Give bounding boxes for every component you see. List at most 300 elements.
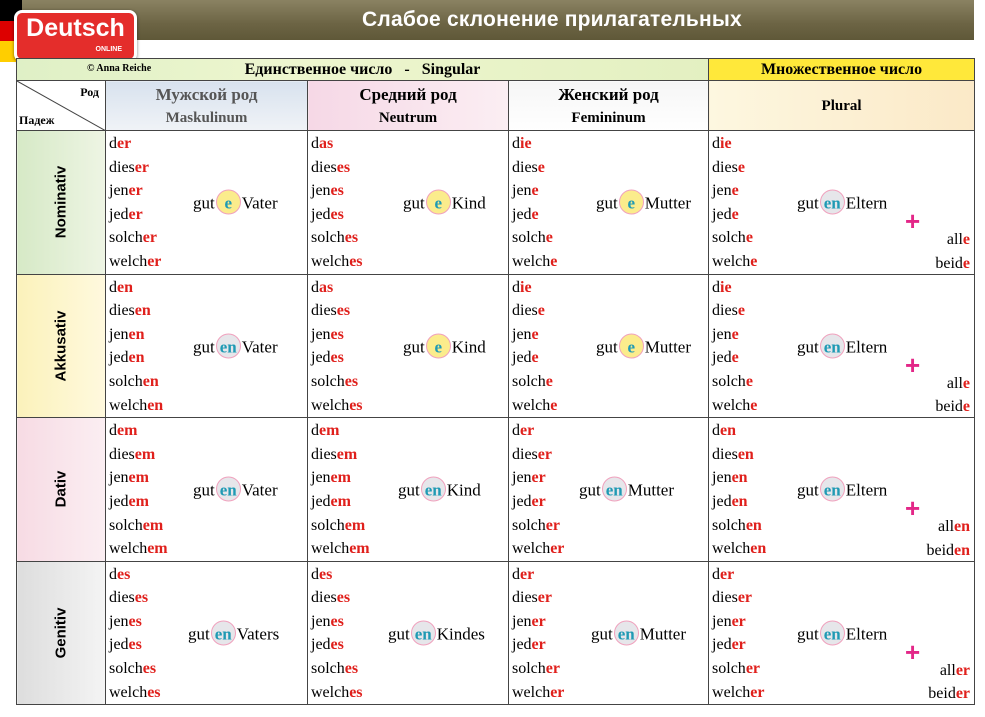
article-word xyxy=(311,276,508,300)
adjective-noun-phrase xyxy=(403,190,486,215)
word-ending: e xyxy=(962,254,971,272)
word-stem: beid xyxy=(935,254,963,272)
adjective-noun-phrase xyxy=(797,190,887,215)
article-word xyxy=(109,156,307,180)
word-stem: dies xyxy=(512,302,538,320)
extra-determiners xyxy=(935,228,970,275)
word-ending: es xyxy=(330,349,344,367)
word-ending: er xyxy=(745,660,761,678)
word-stem: welch xyxy=(109,540,148,558)
ending-bubble: e xyxy=(426,333,451,358)
adjective-stem: gut xyxy=(193,480,215,500)
article-word xyxy=(109,276,307,300)
word-stem: d xyxy=(712,565,721,583)
word-stem: jen xyxy=(712,469,732,487)
word-stem: welch xyxy=(109,252,148,270)
article-word xyxy=(512,250,708,274)
gender-ru: Мужской род xyxy=(155,84,258,104)
word-stem: jen xyxy=(512,469,532,487)
word-ending: es xyxy=(128,636,142,654)
article-word xyxy=(109,514,307,538)
word-ending: e xyxy=(737,302,745,320)
page-title: Слабое склонение прилагательных xyxy=(362,8,742,31)
declension-cell xyxy=(709,131,975,275)
ending-bubble: en xyxy=(820,620,845,645)
word-stem: welch xyxy=(512,396,551,414)
article-word xyxy=(109,657,307,681)
case-row-nominativ xyxy=(17,131,975,275)
extra-word xyxy=(926,539,970,563)
word-stem: jed xyxy=(311,349,331,367)
word-stem: jen xyxy=(512,325,532,343)
word-ending: es xyxy=(330,325,344,343)
extra-word xyxy=(928,682,970,706)
article-word xyxy=(109,250,307,274)
word-ending: ie xyxy=(720,135,732,152)
word-stem: solch xyxy=(512,229,546,247)
corner-diagonal-cell xyxy=(17,81,106,131)
word-ending: e xyxy=(545,229,553,247)
word-stem: jen xyxy=(311,612,331,630)
adjective-noun-phrase xyxy=(797,620,887,645)
word-ending: er xyxy=(142,229,157,247)
article-word xyxy=(109,419,307,443)
word-ending: es xyxy=(349,252,363,270)
case-label: Dativ xyxy=(52,471,70,508)
article-word xyxy=(109,681,307,705)
adjective-stem: gut xyxy=(797,193,819,213)
article-word xyxy=(512,226,708,250)
adjective-stem: gut xyxy=(797,480,819,500)
extra-word xyxy=(928,659,970,683)
article-word xyxy=(109,443,307,467)
ending-bubble: en xyxy=(211,620,236,645)
article-word xyxy=(512,132,708,156)
article-word xyxy=(109,563,307,587)
word-stem: dies xyxy=(512,589,538,607)
extra-determiners xyxy=(935,372,970,419)
article-word xyxy=(712,563,974,587)
adjective-stem: gut xyxy=(403,193,425,213)
case-label-cell xyxy=(17,274,106,418)
word-stem: jed xyxy=(311,205,331,223)
word-ending: er xyxy=(520,422,535,440)
word-ending: e xyxy=(731,182,739,200)
word-stem: welch xyxy=(512,540,551,558)
ending-bubble: en xyxy=(820,333,845,358)
word-stem: solch xyxy=(311,516,345,534)
word-ending: er xyxy=(147,252,162,270)
word-stem: jen xyxy=(109,469,129,487)
word-ending: e xyxy=(550,396,558,414)
word-stem: jed xyxy=(512,636,532,654)
word-ending: e xyxy=(962,231,971,248)
article-word xyxy=(311,586,508,610)
word-ending: es xyxy=(336,589,351,607)
gender-ru: Средний род xyxy=(359,84,457,104)
word-ending: er xyxy=(750,683,765,701)
word-ending: en xyxy=(128,325,145,343)
word-ending: es xyxy=(330,612,344,630)
declension-cell xyxy=(106,274,308,418)
word-ending: er xyxy=(531,636,546,654)
word-stem: d xyxy=(109,135,117,152)
word-stem: d xyxy=(512,422,520,440)
word-ending: er xyxy=(531,469,546,487)
word-ending: er xyxy=(545,660,560,678)
word-stem: jed xyxy=(712,492,732,510)
word-ending: er xyxy=(537,589,552,607)
copyright: © Anna Reiche xyxy=(87,63,152,74)
word-stem: solch xyxy=(512,516,546,534)
noun: Kind xyxy=(451,193,486,213)
word-ending: er xyxy=(731,636,746,654)
adjective-noun-phrase xyxy=(579,477,674,502)
adjective-noun-phrase xyxy=(403,333,486,358)
article-word xyxy=(311,563,508,587)
article-word xyxy=(512,299,708,323)
word-ending: e xyxy=(737,158,745,176)
noun: Vater xyxy=(241,480,278,500)
word-ending: em xyxy=(128,469,149,487)
word-stem: beid xyxy=(928,685,956,703)
plural-header-ru: Множественное число xyxy=(709,59,975,81)
adjective-noun-phrase xyxy=(193,477,278,502)
adjective-stem: gut xyxy=(596,193,618,213)
word-ending: e xyxy=(745,372,753,390)
word-ending: ie xyxy=(520,278,532,296)
extra-word xyxy=(935,252,970,276)
gender-axis-label: Род xyxy=(80,85,99,99)
plural-header-la xyxy=(709,81,975,131)
word-stem: jed xyxy=(109,492,129,510)
noun: Eltern xyxy=(845,193,888,213)
word-ending: er xyxy=(117,135,132,152)
word-stem: d xyxy=(109,278,117,296)
word-ending: es xyxy=(319,565,333,583)
gender-la: Neutrum xyxy=(378,109,438,126)
article-word xyxy=(311,681,508,705)
declension-cell xyxy=(308,131,509,275)
word-ending: en xyxy=(147,396,164,414)
word-ending: en xyxy=(954,541,971,559)
adjective-stem: gut xyxy=(579,480,601,500)
word-stem: jen xyxy=(512,182,532,200)
word-ending: e xyxy=(545,372,553,390)
article-word xyxy=(512,276,708,300)
declension-cell xyxy=(308,418,509,562)
article-word xyxy=(311,514,508,538)
word-stem: solch xyxy=(512,372,546,390)
word-ending: en xyxy=(750,540,767,558)
ending-bubble: en xyxy=(820,477,845,502)
adjective-noun-phrase xyxy=(797,477,887,502)
adjective-stem: gut xyxy=(403,337,425,357)
title-bar xyxy=(0,0,974,40)
article-word xyxy=(712,419,974,443)
noun: Kindes xyxy=(436,624,485,644)
case-label-cell xyxy=(17,561,106,705)
extra-word xyxy=(935,395,970,419)
noun: Vater xyxy=(241,337,278,357)
gender-header-neuter xyxy=(308,81,509,131)
article-word xyxy=(109,299,307,323)
word-ending: er xyxy=(550,540,565,558)
article-word xyxy=(712,443,974,467)
word-stem: jed xyxy=(512,205,532,223)
word-stem: dies xyxy=(311,445,337,463)
adjective-stem: gut xyxy=(398,480,420,500)
word-stem: jen xyxy=(712,182,732,200)
adjective-noun-phrase xyxy=(591,620,686,645)
case-label-cell xyxy=(17,418,106,562)
ending-bubble: e xyxy=(426,190,451,215)
word-ending: en xyxy=(720,422,737,440)
word-stem: dies xyxy=(712,589,738,607)
declension-cell xyxy=(709,274,975,418)
plus-icon: + xyxy=(905,206,921,236)
word-stem: d xyxy=(512,565,520,583)
word-ending: en xyxy=(737,445,754,463)
word-stem: dies xyxy=(311,589,337,607)
word-stem: dies xyxy=(109,302,135,320)
word-stem: solch xyxy=(512,660,546,678)
word-ending: e xyxy=(750,396,758,414)
adjective-noun-phrase xyxy=(388,620,485,645)
word-stem: solch xyxy=(712,516,746,534)
ending-bubble: e xyxy=(216,190,241,215)
word-stem: solch xyxy=(311,372,345,390)
word-ending: en xyxy=(731,492,748,510)
article-word xyxy=(512,514,708,538)
word-stem: dies xyxy=(712,158,738,176)
word-stem: d xyxy=(712,278,721,296)
plus-icon: + xyxy=(905,349,921,380)
word-stem: beid xyxy=(935,398,963,416)
word-stem: jed xyxy=(109,636,129,654)
word-stem: beid xyxy=(926,541,955,559)
word-ending: em xyxy=(336,445,358,463)
word-ending: er xyxy=(731,612,746,630)
article-word xyxy=(512,657,708,681)
word-ending: e xyxy=(731,349,739,367)
adjective-noun-phrase xyxy=(398,477,481,502)
word-stem: dies xyxy=(311,158,337,176)
article-word xyxy=(311,657,508,681)
word-stem: dies xyxy=(712,445,738,463)
ending-bubble: en xyxy=(216,477,241,502)
plus-icon: + xyxy=(905,493,921,524)
adjective-noun-phrase xyxy=(797,333,887,358)
ending-bubble: e xyxy=(619,190,644,215)
word-stem: dies xyxy=(712,302,738,320)
ending-bubble: en xyxy=(614,620,639,645)
word-ending: em xyxy=(319,422,340,440)
article-word xyxy=(712,586,974,610)
word-stem: welch xyxy=(712,683,751,701)
article-word xyxy=(512,394,708,418)
word-ending: em xyxy=(147,540,168,558)
word-stem: jed xyxy=(311,492,331,510)
singular-label: Единственное число - Singular xyxy=(244,60,481,78)
word-ending: er xyxy=(550,683,565,701)
word-stem: jed xyxy=(109,349,129,367)
word-stem: solch xyxy=(109,660,143,678)
extra-word xyxy=(926,515,970,539)
ending-bubble: en xyxy=(421,477,446,502)
case-label: Genitiv xyxy=(52,607,70,659)
word-stem: d xyxy=(311,135,319,152)
word-ending: e xyxy=(531,205,539,223)
article-word xyxy=(712,132,974,156)
word-stem: welch xyxy=(109,683,148,701)
article-word xyxy=(512,537,708,561)
word-ending: em xyxy=(330,469,351,487)
word-ending: e xyxy=(750,252,758,270)
case-label-cell xyxy=(17,131,106,275)
gender-la: Femininum xyxy=(571,109,646,126)
word-stem: solch xyxy=(311,660,345,678)
word-ending: e xyxy=(531,349,539,367)
article-word xyxy=(512,370,708,394)
word-ending: es xyxy=(142,660,157,678)
word-ending: er xyxy=(537,445,552,463)
article-word xyxy=(712,299,974,323)
word-stem: dies xyxy=(109,158,135,176)
word-stem: jed xyxy=(311,636,331,654)
noun: Eltern xyxy=(845,480,888,500)
word-stem: jen xyxy=(109,612,129,630)
word-stem: d xyxy=(712,135,721,152)
ending-bubble: en xyxy=(602,477,627,502)
noun: Vater xyxy=(241,193,278,213)
word-ending: er xyxy=(737,589,753,607)
article-word xyxy=(311,250,508,274)
word-stem: dies xyxy=(512,158,538,176)
word-stem: welch xyxy=(311,252,350,270)
article-word xyxy=(109,537,307,561)
word-ending: e xyxy=(731,325,739,343)
word-ending: en xyxy=(117,278,133,296)
word-ending: en xyxy=(134,302,151,320)
word-ending: em xyxy=(349,540,370,558)
word-stem: dies xyxy=(109,589,135,607)
word-stem: solch xyxy=(712,372,746,390)
gender-la: Maskulinum xyxy=(165,109,248,126)
word-ending: es xyxy=(147,683,161,701)
word-stem: welch xyxy=(512,683,551,701)
article-word xyxy=(512,443,708,467)
word-ending: as xyxy=(319,278,334,296)
word-ending: em xyxy=(128,492,149,510)
word-stem: all xyxy=(946,374,963,392)
word-ending: em xyxy=(330,492,351,510)
word-ending: er xyxy=(520,565,535,583)
word-ending: e xyxy=(531,182,539,200)
word-stem: welch xyxy=(311,683,350,701)
gender-header-feminine xyxy=(509,81,709,131)
word-ending: er xyxy=(955,685,971,703)
word-stem: d xyxy=(712,422,721,440)
word-stem: jed xyxy=(512,349,532,367)
adjective-stem: gut xyxy=(193,337,215,357)
word-ending: as xyxy=(319,135,334,152)
declension-cell xyxy=(509,561,709,705)
declension-cell xyxy=(106,561,308,705)
word-ending: en xyxy=(954,518,971,536)
article-word xyxy=(109,394,307,418)
article-word xyxy=(109,132,307,156)
word-stem: jen xyxy=(109,325,129,343)
declension-cell xyxy=(308,561,509,705)
word-ending: er xyxy=(128,182,143,200)
noun: Mutter xyxy=(644,193,692,213)
word-stem: all xyxy=(938,518,955,536)
word-stem: jed xyxy=(712,636,732,654)
article-word xyxy=(512,419,708,443)
word-ending: en xyxy=(142,372,159,390)
word-ending: er xyxy=(720,565,735,583)
article-word xyxy=(109,370,307,394)
word-stem: jed xyxy=(512,492,532,510)
word-stem: jen xyxy=(311,325,331,343)
word-stem: welch xyxy=(512,252,551,270)
word-ending: e xyxy=(550,252,558,270)
word-ending: er xyxy=(531,612,546,630)
word-stem: jen xyxy=(512,612,532,630)
word-ending: es xyxy=(336,158,351,176)
ending-bubble: e xyxy=(619,333,644,358)
word-ending: es xyxy=(128,612,142,630)
word-stem: solch xyxy=(109,372,143,390)
adjective-noun-phrase xyxy=(596,190,691,215)
article-word xyxy=(512,586,708,610)
declension-cell xyxy=(509,131,709,275)
word-stem: d xyxy=(311,278,319,296)
case-row-dativ xyxy=(17,418,975,562)
case-row-genitiv xyxy=(17,561,975,705)
adjective-stem: gut xyxy=(388,624,410,644)
article-word xyxy=(712,156,974,180)
declension-table xyxy=(16,58,975,705)
word-stem: jen xyxy=(109,182,129,200)
word-ending: em xyxy=(134,445,156,463)
noun: Eltern xyxy=(845,337,888,357)
word-stem: jen xyxy=(712,612,732,630)
declension-cell xyxy=(509,418,709,562)
word-stem: welch xyxy=(712,396,751,414)
word-stem: welch xyxy=(712,540,751,558)
gender-ru: Женский род xyxy=(558,84,659,104)
word-ending: em xyxy=(117,422,138,440)
word-stem: jed xyxy=(109,205,129,223)
word-stem: jen xyxy=(712,325,732,343)
word-ending: en xyxy=(731,469,748,487)
adjective-noun-phrase xyxy=(193,190,278,215)
word-ending: es xyxy=(134,589,149,607)
plus-icon: + xyxy=(905,636,921,667)
article-word xyxy=(512,563,708,587)
ending-bubble: en xyxy=(820,190,845,215)
article-word xyxy=(311,537,508,561)
word-stem: welch xyxy=(712,252,751,270)
adjective-noun-phrase xyxy=(596,333,691,358)
word-ending: er xyxy=(531,492,546,510)
article-word xyxy=(109,226,307,250)
word-ending: e xyxy=(531,325,539,343)
word-stem: solch xyxy=(311,229,345,247)
article-word xyxy=(311,132,508,156)
